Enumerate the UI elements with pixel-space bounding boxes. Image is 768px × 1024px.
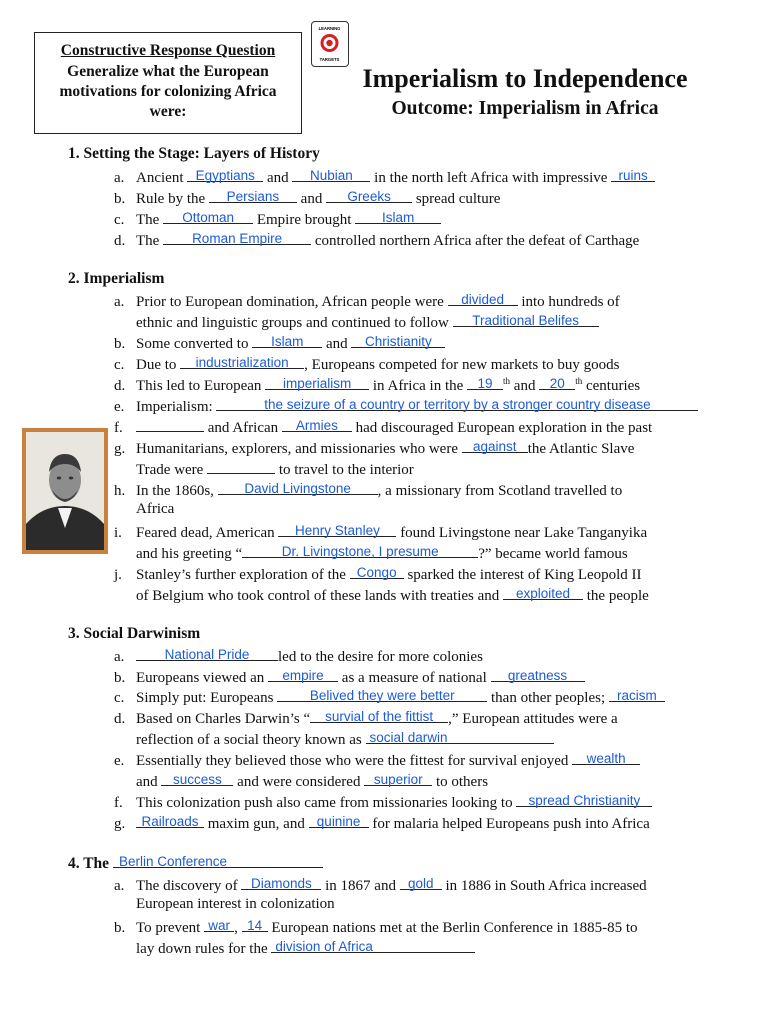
answer-field[interactable]: gold [407,876,434,891]
answer-field[interactable]: industrialization [195,355,289,370]
answer-field[interactable]: imperialism [283,376,352,391]
item-2j: j. Stanley’s further exploration of the Congo sparked the interest of King Leopold II [114,565,642,583]
answer-field[interactable]: divided [461,292,504,307]
item-2a: a. Prior to European domination, African people were divided into hundreds of [114,292,620,310]
answer-field[interactable]: Dr. Livingstone, I presume [281,544,439,559]
item-2f: f. and African Armies had discouraged European exploration in the past [114,418,653,436]
crq-heading: Constructive Response Question [60,42,276,59]
item-3a: a. National Pride led to the desire for more colonies [114,647,483,665]
answer-field[interactable]: survial of the fittist [325,709,434,724]
item-3b: b. Europeans viewed an empire as a measure of national greatness [114,667,585,687]
item-4a: a. The discovery of Diamonds in 1867 and gold in 1886 in South Africa increased [114,876,647,894]
answer-field[interactable]: racism [617,688,657,703]
answer-field[interactable]: social darwin [369,730,448,745]
answer-field[interactable]: National Pride [164,647,250,662]
item-2b: b. Some converted to Islam and Christianity [114,333,445,353]
item-2g: g. Humanitarians, explorers, and missionaries who were against the Atlantic Slave [114,439,635,457]
crq-question: Generalize what the European motivations for colonizing Africa were: [59,63,277,120]
answer-field[interactable]: Henry Stanley [295,523,380,538]
answer-field[interactable]: war [208,918,230,933]
answer-field[interactable]: Belived they were better [309,688,455,703]
answer-field[interactable]: David Livingstone [244,481,351,496]
answer-field[interactable]: spread Christianity [528,793,641,808]
constructive-response-box [34,32,302,134]
answer-field[interactable]: Railroads [141,814,199,829]
item-1a: a. Ancient Egyptians and Nubian in the north left Africa with impressive ruins [114,167,655,187]
answer-field[interactable]: Armies [295,418,338,433]
page-title: Imperialism to Independence [362,64,688,93]
answer-field[interactable]: Christianity [365,334,432,349]
answer-field[interactable]: empire [282,668,324,683]
answer-field[interactable]: Congo [356,565,397,580]
answer-field[interactable]: superior [373,772,423,787]
item-3d: d. Based on Charles Darwin’s “ survial of the fittist ,” European attitudes were a [114,709,618,727]
item-3c: c. Simply put: Europeans Belived they were better than other peoples; racism [114,687,665,707]
item-4b: b. To prevent war , 14 European nations met at the Berlin Conference in 1885-85 to [114,918,638,936]
answer-field[interactable]: 20 [549,376,565,391]
answer-field[interactable]: Roman Empire [192,231,283,246]
item-2c: c. Due to industrialization , Europeans competed for new markets to buy goods [114,355,620,373]
answer-field[interactable]: greatness [507,668,568,683]
section-1-heading: 1. Setting the Stage: Layers of History [68,145,320,162]
item-2d: d. This led to European imperialism in Africa in the 19 $^{th}$ and 20 $^{th}$ centuries [114,376,641,394]
answer-field[interactable]: Egyptians [195,168,255,183]
section-2-heading: 2. Imperialism [68,270,165,287]
answer-field[interactable]: 14 [247,918,263,933]
section-4-heading: 4. The Berlin Conference [68,853,323,873]
item-2h-cont: Africa [136,501,175,517]
item-2i: i. Feared dead, American Henry Stanley found Livingstone near Lake Tanganyika [114,523,648,541]
answer-field[interactable]: against [472,439,517,454]
item-3e-cont: and success and were considered superior to others [136,772,489,790]
david-livingstone-portrait [22,428,108,554]
answer-field[interactable]: Greeks [347,189,391,204]
answer-field[interactable]: 19 [477,376,493,391]
item-2j-cont: of Belgium who took control of these lands with treaties and exploited the people [136,586,649,604]
answer-field[interactable]: exploited [515,586,571,601]
page-subtitle: Outcome: Imperialism in Africa [391,98,659,119]
item-3g: g. Railroads maxim gun, and quinine for malaria helped Europeans push into Africa [114,814,650,832]
answer-field[interactable]: wealth [586,751,626,766]
answer-field[interactable]: division of Africa [275,939,373,954]
item-2g-cont: Trade were to travel to the interior [136,459,414,479]
item-3d-cont: reflection of a social theory known as social darwin [136,729,554,749]
item-2h: h. In the 1860s, David Livingstone , a missionary from Scotland travelled to [114,481,623,499]
answer-field[interactable]: ruins [618,168,648,183]
answer-field[interactable]: Traditional Belifes [472,313,580,328]
item-2a-cont: ethnic and linguistic groups and continued to follow Traditional Belifes [136,312,599,332]
learning-targets-icon [311,21,349,67]
item-4b-cont: lay down rules for the division of Africa [136,938,475,958]
answer-field[interactable]: Ottoman [182,210,234,225]
item-1d: d. The Roman Empire controlled northern Africa after the defeat of Carthage [114,231,640,249]
answer-field[interactable]: Islam [382,210,415,225]
item-3e: e. Essentially they believed those who were the fittest for survival enjoyed wealth [114,750,640,770]
answer-field[interactable]: Islam [271,334,304,349]
item-4a-cont: European interest in colonization [136,896,335,912]
answer-field[interactable]: the seizure of a country or territory by a stronger country disease [264,397,651,412]
item-2e: e. Imperialism: the seizure of a country or territory by a stronger country disease [114,396,698,416]
svg-text:TARGETS: TARGETS [319,57,340,62]
section-3-heading: 3. Social Darwinism [68,625,201,642]
item-3f: f. This colonization push also came from missionaries looking to spread Christianity [114,792,652,812]
answer-field[interactable]: success [173,772,222,787]
answer-field[interactable]: Berlin Conference [118,854,227,869]
answer-field[interactable]: Nubian [310,168,353,183]
answer-field[interactable]: Persians [226,189,280,204]
answer-field[interactable]: Diamonds [251,876,312,891]
item-2i-cont: and his greeting “ Dr. Livingstone, I presume ?” became world famous [136,544,628,562]
item-1c: c. The Ottoman Empire brought Islam [114,209,441,229]
answer-field[interactable]: quinine [316,814,361,829]
item-1b: b. Rule by the Persians and Greeks spread culture [114,189,501,207]
svg-text:LEARNING: LEARNING [318,26,341,31]
